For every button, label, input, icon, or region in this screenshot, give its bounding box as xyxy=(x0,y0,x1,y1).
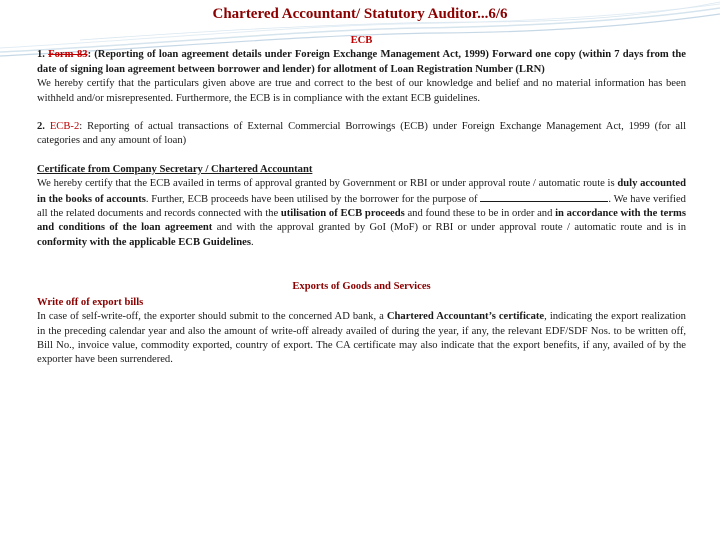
form83-paragraph xyxy=(37,48,686,77)
form83-text: : (Reporting of loan agreement details under Foreign Exchange Management Act, 1999) Forward one copy (within 7 days from the date of signing loan agreement between borrower and lender) for allotment of Loan Registration Number (LRN) xyxy=(37,49,686,75)
page-title: Chartered Accountant/ Statutory Auditor...6/6 xyxy=(212,6,508,22)
form83-label: Form-83 xyxy=(48,49,88,61)
cert-text-4: and found these to be in order and xyxy=(404,208,556,220)
ecb2-text: : Reporting of actual transactions of External Commercial Borrowings (ECB) under Foreign Exchange Management Act, 1999 (for all categories and any amount of loan) xyxy=(37,121,687,147)
cert-text-2: . Further, ECB proceeds have been utilised by the borrower for the purpose of xyxy=(145,193,481,205)
cert-text-3: . We have verified all the related documents and records connected with the xyxy=(37,193,686,220)
ecb2-paragraph xyxy=(37,120,686,149)
exports-heading: Exports of Goods and Services xyxy=(292,281,431,293)
ecb2-number: 2. xyxy=(37,121,50,133)
cert-bold-4: conformity with the applicable ECB Guidelines xyxy=(37,236,251,248)
cert-bold-3: in accordance with the terms and conditions of the loan agreement xyxy=(37,208,686,234)
cert-text-6: . xyxy=(250,236,254,248)
certificate-paragraph xyxy=(37,177,686,250)
purpose-blank-line xyxy=(480,192,608,202)
cert-bold-1: duly accounted in the books of accounts xyxy=(37,178,686,205)
form83-certification: We hereby certify that the particulars given above are true and correct to the best of our knowledge and belief and no material information has been withheld and/or misrepresented. Furthermore, the ECB is in compliance with the extant ECB guidelines. xyxy=(37,78,686,104)
cert-bold-2: utilisation of ECB proceeds xyxy=(280,208,405,220)
ecb2-label: ECB-2 xyxy=(49,121,80,133)
ecb-heading: ECB xyxy=(350,35,373,46)
write-off-subheading: Write off of export bills xyxy=(37,296,144,308)
form83-number: 1. xyxy=(37,49,49,61)
exports-text-1: In case of self-write-off, the exporter should submit to the concerned AD bank, a xyxy=(37,311,387,323)
cert-text-5: and with the approval granted by GoI (MoF) or RBI or under approval route / automatic route and is in xyxy=(212,222,686,234)
exports-paragraph xyxy=(37,310,686,368)
certificate-heading: Certificate from Company Secretary / Chartered Accountant xyxy=(37,163,313,175)
exports-bold-1: Chartered Accountant’s certificate xyxy=(386,311,545,323)
cert-text-1: We hereby certify that the ECB availed in terms of approval granted by Government or RBI or under approval route / automatic route is xyxy=(37,178,618,190)
exports-text-2: , indicating the export realization in the preceding calendar year and also the amount of write-off already availed of during the year, if any, the relevant EDF/SDF Nos. to be written off, Bill No., invoice value, commodity exported, country of export. The CA certificate may also indicate that the export benefits, if any, availed of by the exporter have been surrendered. xyxy=(37,311,686,366)
document-body xyxy=(37,34,686,368)
